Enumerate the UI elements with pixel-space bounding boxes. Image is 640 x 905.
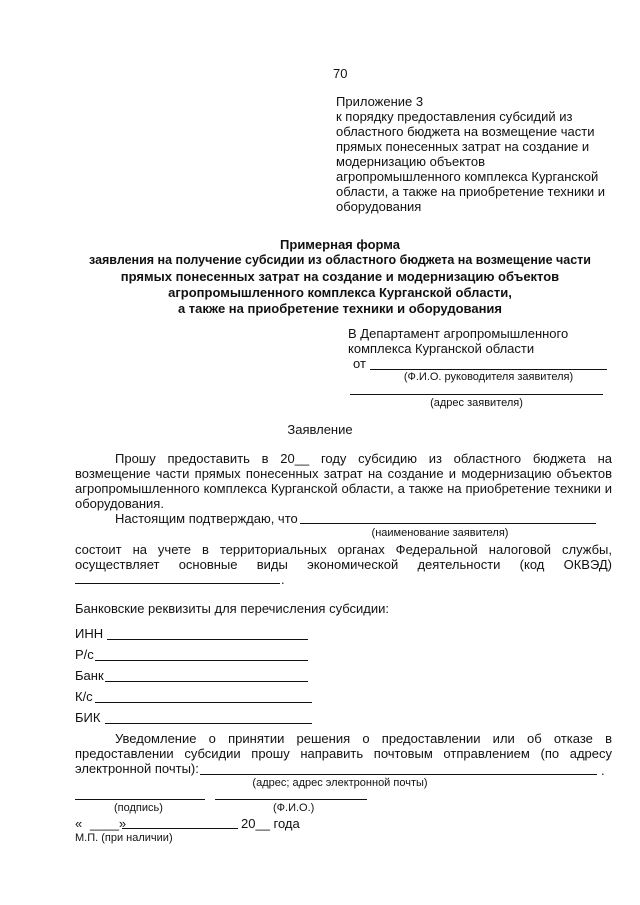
appendix-line: оборудования xyxy=(336,199,422,214)
signer-fio-field[interactable] xyxy=(215,799,367,800)
bank-field-label: БИК xyxy=(75,710,101,725)
date-open-quote: « xyxy=(75,816,83,831)
corr-account-field[interactable] xyxy=(95,702,312,703)
account-field[interactable] xyxy=(95,660,308,661)
signer-fio-hint: (Ф.И.О.) xyxy=(273,802,315,814)
form-title-line: прямых понесенных затрат на создание и модернизацию объектов xyxy=(120,269,560,284)
okved-field[interactable] xyxy=(75,583,280,584)
bank-field-label: Банк xyxy=(75,668,104,683)
bank-field-label: Р/с xyxy=(75,647,94,662)
addressee-line: В Департамент агропромышленного xyxy=(348,326,569,341)
signature-hint: (подпись) xyxy=(114,802,163,814)
appendix-line: агропромышленного комплекса Курганской xyxy=(336,169,599,184)
applicant-name-hint: (наименование заявителя) xyxy=(371,527,509,539)
request-line: Прошу предоставить в 20__ году субсидию из областного бюджета на xyxy=(115,451,612,466)
appendix-line: области, а также на приобретение техники и xyxy=(336,184,606,199)
form-title-line: а также на приобретение техники и оборудования xyxy=(177,301,503,316)
appendix-line: прямых понесенных затрат на создание и xyxy=(336,139,590,154)
notice-end: . xyxy=(601,763,605,778)
appendix-line: к порядку предоставления субсидий из xyxy=(336,109,573,124)
applicant-address-field[interactable] xyxy=(350,394,603,395)
notice-address-field[interactable] xyxy=(200,774,597,775)
addressee-line: комплекса Курганской области xyxy=(348,341,535,356)
appendix-heading: Приложение 3 xyxy=(336,94,424,109)
date-day[interactable]: ____» xyxy=(90,816,127,831)
request-line: оборудования. xyxy=(75,496,164,511)
address-hint: (адрес заявителя) xyxy=(430,397,523,409)
statement-title: Заявление xyxy=(287,422,353,437)
request-line: агропромышленного комплекса Курганской области, а также на приобретение техники и xyxy=(75,481,612,496)
fio-hint: (Ф.И.О. руководителя заявителя) xyxy=(403,371,574,383)
form-title-line: заявления на получение субсидии из областного бюджета на возмещение части xyxy=(89,253,591,267)
bank-field-label: ИНН xyxy=(75,626,104,641)
stamp-label: М.П. (при наличии) xyxy=(75,832,173,844)
appendix-line: областного бюджета на возмещение части xyxy=(336,124,595,139)
notice-line: Уведомление о принятии решения о предоставлении или об отказе в xyxy=(115,731,612,746)
date-month-field[interactable] xyxy=(122,828,238,829)
okved-end: . xyxy=(281,572,285,587)
bank-title: Банковские реквизиты для перечисления субсидии: xyxy=(75,601,389,616)
applicant-name-field[interactable] xyxy=(300,523,596,524)
notice-line: предоставлении субсидии прошу направить почтовым отправлением (по адресу xyxy=(75,746,612,761)
tax-line: осуществляет основные виды экономической деятельности (код ОКВЭД) xyxy=(75,557,612,572)
date-year: 20__ года xyxy=(241,816,300,831)
appendix-line: модернизацию объектов xyxy=(336,154,486,169)
form-title-line: агропромышленного комплекса Курганской области, xyxy=(168,285,512,300)
notice-line: электронной почты): xyxy=(75,761,199,776)
bank-name-field[interactable] xyxy=(105,681,308,682)
page-number: 70 xyxy=(333,66,348,81)
inn-field[interactable] xyxy=(107,639,308,640)
form-title-line: Примерная форма xyxy=(280,237,400,252)
from-label: от xyxy=(353,356,366,371)
tax-line: состоит на учете в территориальных органах Федеральной налоговой службы, xyxy=(75,542,612,557)
signature-field[interactable] xyxy=(75,799,205,800)
applicant-head-field[interactable] xyxy=(370,369,607,370)
bik-field[interactable] xyxy=(105,723,312,724)
notice-hint: (адрес; адрес электронной почты) xyxy=(252,777,428,789)
request-line: возмещение части прямых понесенных затрат на создание и модернизацию объектов xyxy=(75,466,612,481)
confirm-label: Настоящим подтверждаю, что xyxy=(115,511,298,526)
bank-field-label: К/с xyxy=(75,689,93,704)
